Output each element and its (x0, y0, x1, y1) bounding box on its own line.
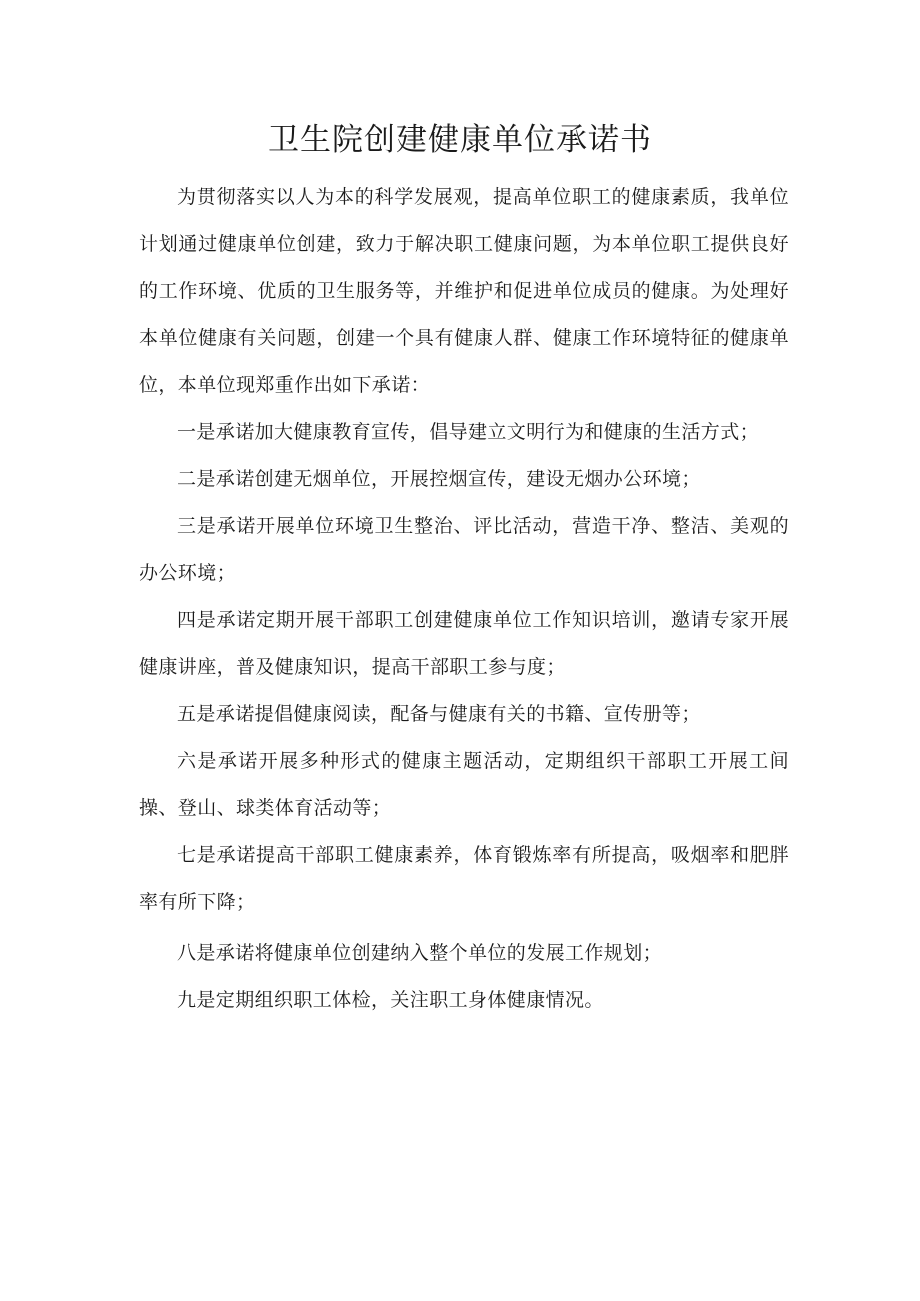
commitment-8: 八是承诺将健康单位创建纳入整个单位的发展工作规划； (177, 942, 663, 964)
document-title: 卫生院创建健康单位承诺书 (268, 122, 652, 158)
commitment-9: 九是定期组织职工体检，关注职工身体健康情况。 (177, 989, 604, 1011)
commitment-7: 七是承诺提高干部职工健康素养，体育锻炼率有所提高，吸烟率和肥胖率有所下降； (139, 844, 789, 913)
document-body (139, 174, 789, 1024)
commitment-3: 三是承诺开展单位环境卫生整治、评比活动，营造干净、整洁、美观的办公环境； (139, 515, 789, 584)
commitment-6: 六是承诺开展多种形式的健康主题活动，定期组织干部职工开展工间操、登山、球类体育活动等； (139, 750, 789, 819)
commitment-5: 五是承诺提倡健康阅读，配备与健康有关的书籍、宣传册等； (177, 703, 701, 725)
commitment-1: 一是承诺加大健康教育宣传，倡导建立文明行为和健康的生活方式； (177, 421, 760, 443)
intro-paragraph: 为贯彻落实以人为本的科学发展观，提高单位职工的健康素质，我单位计划通过健康单位创建，致力于解决职工健康问题，为本单位职工提供良好的工作环境、优质的卫生服务等，并维护和促进单位成员的健康。为处理好本单位健康有关问题，创建一个具有健康人群、健康工作环境特征的健康单位，本单位现郑重作出如下承诺： (139, 186, 789, 396)
commitment-4: 四是承诺定期开展干部职工创建健康单位工作知识培训，邀请专家开展健康讲座，普及健康知识，提高干部职工参与度； (139, 609, 789, 678)
commitment-2: 二是承诺创建无烟单位，开展控烟宣传，建设无烟办公环境； (177, 468, 701, 490)
